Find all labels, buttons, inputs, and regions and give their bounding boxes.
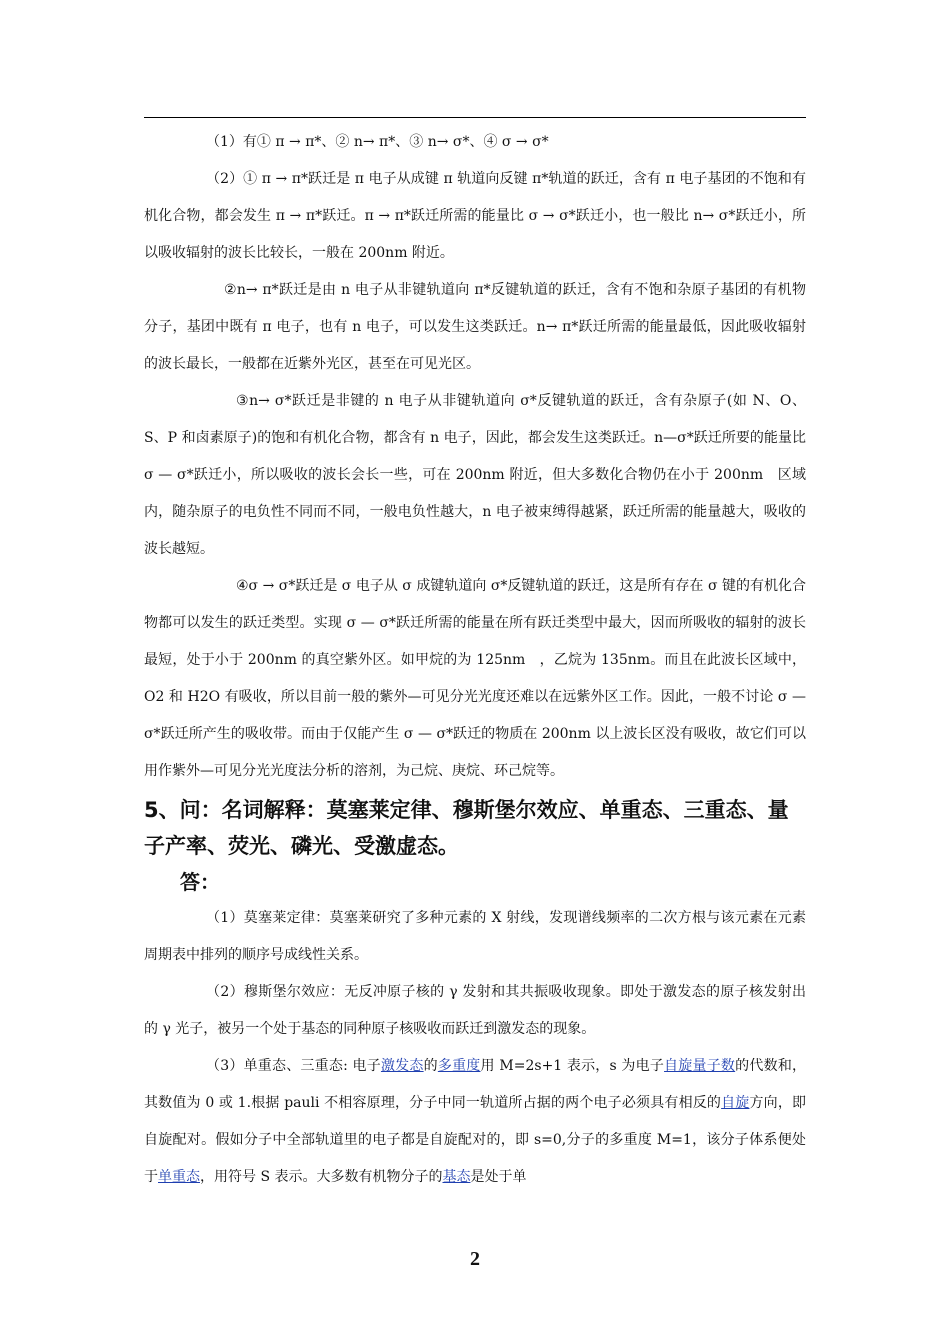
text-segment: 的	[423, 1058, 438, 1074]
paragraph-sigma-sigma-star: ④σ → σ*跃迁是 σ 电子从 σ 成键轨道向 σ*反键轨道的跃迁，这是所有存在 σ 键的有机化合物都可以发生的跃迁类型。实现 σ — σ*跃迁所需的能量在所有跃迁类型中最大，因而所吸收的辐射的波长最短，处于小于 200nm 的真空紫外区。如甲烷的为 125nm ，乙烷为 135nm。而且在此波长区域中，O2 和 H2O 有吸收，所以目前一般的紫外—可见分光光度还难以在远紫外区工作。因此，一般不讨论 σ — σ*跃迁所产生的吸收带。而由于仅能产生 σ — σ*跃迁的物质在 200nm 以上波长区没有吸收，故它们可以用作紫外—可见分光光度法分析的溶剂，为己烷、庚烷、环己烷等。	[144, 578, 806, 779]
paragraph-n-sigma-star: ③n→ σ*跃迁是非键的 n 电子从非键轨道向 σ*反键轨道的跃迁，含有杂原子(如 N、O、S、P 和卤素原子)的饱和有机化合物，都含有 n 电子，因此，都会发生这类跃迁。n—σ*跃迁所要的能量比 σ — σ*跃迁小，所以吸收的波长会长一些，可在 200nm 附近，但大多数化合物仍在小于 200nm 区域内，随杂原子的电负性不同而不同，一般电负性越大，n 电子被束缚得越紧，跃迁所需的能量越大，吸收的波长越短。	[144, 393, 806, 557]
question-heading: 5、问：名词解释：莫塞莱定律、穆斯堡尔效应、单重态、三重态、量子产率、荧光、磷光、受激虚态。	[144, 798, 789, 858]
link-multiplicity[interactable]: 多重度	[437, 1058, 481, 1074]
definition-mossbauer-effect: （2）穆斯堡尔效应：无反冲原子核的 γ 发射和其共振吸收现象。即处于激发态的原子核发射出的 γ 光子，被另一个处于基态的同种原子核吸收而跃迁到激发态的现象。	[144, 984, 806, 1037]
answer-label: 答：	[180, 870, 220, 894]
paragraph-n-pi-star: ②n→ π*跃迁是由 n 电子从非键轨道向 π*反键轨道的跃迁，含有不饱和杂原子基团的有机物分子，基团中既有 π 电子，也有 n 电子，可以发生这类跃迁。n→ π*跃迁所需的能量最低，因此吸收辐射的波长最长，一般都在近紫外光区，甚至在可见光区。	[144, 282, 806, 372]
link-ground-state[interactable]: 基态	[442, 1169, 471, 1185]
header-rule	[144, 117, 806, 118]
text-segment: 方向，即自旋配对。假如分子中全部轨道里的电子都是自旋配对的，即 s=0,分子的多重度 M=1，该分子体系便处于	[144, 1095, 807, 1185]
definition-singlet-triplet	[144, 1048, 806, 1196]
page-number: 2	[470, 1248, 480, 1270]
link-excited-state[interactable]: 激发态	[380, 1058, 424, 1074]
paragraph-transition-types: （1）有① π → π*、② n→ π*、③ n→ σ*、④ σ → σ*	[206, 134, 549, 150]
link-spin-quantum-number[interactable]: 自旋量子数	[664, 1058, 736, 1074]
link-singlet-state[interactable]: 单重态	[158, 1169, 200, 1185]
document-body	[144, 124, 806, 1196]
paragraph-pi-pi-star: （2）① π → π*跃迁是 π 电子从成键 π 轨道向反键 π*轨道的跃迁，含有 π 电子基团的不饱和有机化合物，都会发生 π → π*跃迁。π → π*跃迁所需的能量比 σ → σ*跃迁小，也一般比 n→ σ*跃迁小，所以吸收辐射的波长比较长，一般在 200nm 附近。	[144, 171, 806, 261]
text-segment: 是处于单	[470, 1169, 527, 1185]
text-segment: 用 M=2s+1 表示，s 为电子	[480, 1058, 665, 1074]
text-segment: （3）单重态、三重态: 电子	[206, 1058, 381, 1074]
text-segment: ，用符号 S 表示。大多数有机物分子的	[200, 1169, 443, 1185]
text-segment: 的代数和，其数值为 0 或 1.根据 pauli 不相容原理，分子中同一轨道所占据的两个电子必须具有相反的	[144, 1058, 807, 1111]
definition-moseley-law: （1）莫塞莱定律：莫塞莱研究了多种元素的 X 射线，发现谱线频率的二次方根与该元素在元素周期表中排列的顺序号成线性关系。	[144, 910, 806, 963]
link-spin[interactable]: 自旋	[721, 1095, 750, 1111]
